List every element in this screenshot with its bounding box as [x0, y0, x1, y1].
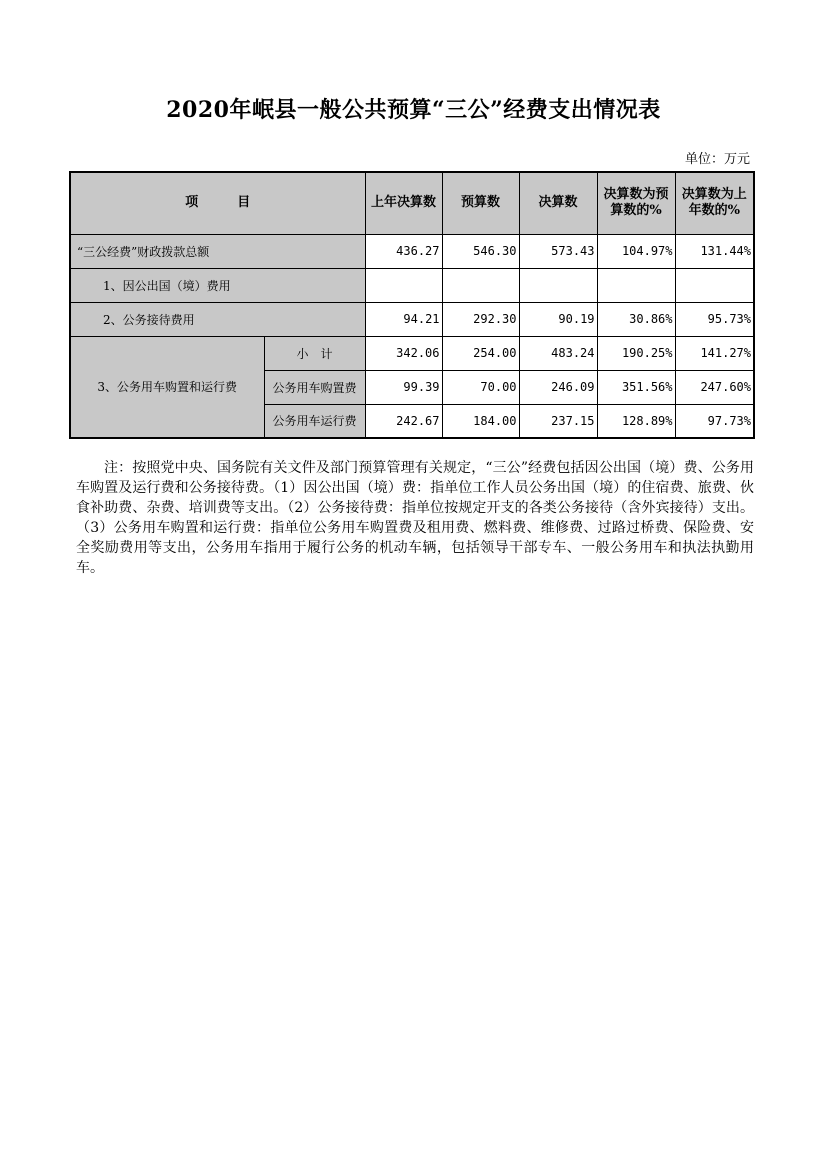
cell-abroad-budget	[442, 268, 519, 302]
unit-label: 单位：万元	[684, 152, 750, 167]
cell-abroad-final	[519, 268, 597, 302]
header-final-vs-prev: 决算数为上年数的%	[675, 172, 754, 234]
cell-operation-vs-budget: 128.89%	[597, 404, 675, 438]
cell-subtotal-prev-final: 342.06	[365, 336, 442, 370]
row-label-operation: 公务用车运行费	[264, 404, 365, 438]
header-budget: 预算数	[442, 172, 519, 234]
cell-operation-vs-prev: 97.73%	[675, 404, 754, 438]
cell-reception-budget: 292.30	[442, 302, 519, 336]
row-label-total: “三公经费”财政拨款总额	[70, 234, 365, 268]
cell-abroad-vs-budget	[597, 268, 675, 302]
table-row-abroad	[70, 268, 754, 302]
cell-purchase-vs-prev: 247.60%	[675, 370, 754, 404]
cell-subtotal-final: 483.24	[519, 336, 597, 370]
expense-table	[69, 171, 755, 439]
header-row	[70, 172, 754, 234]
header-item: 项 目	[70, 172, 365, 234]
cell-total-vs-prev: 131.44%	[675, 234, 754, 268]
header-prev-final: 上年决算数	[365, 172, 442, 234]
cell-operation-budget: 184.00	[442, 404, 519, 438]
page-title: 2020年岷县一般公共预算“三公”经费支出情况表	[166, 97, 661, 123]
footnote: 注：按照党中央、国务院有关文件及部门预算管理有关规定，“三公”经费包括因公出国（境）费、公务用车购置及运行费和公务接待费。（1）因公出国（境）费：指单位工作人员公务出国（境）的住宿费、旅费、伙食补助费、杂费、培训费等支出。（2）公务接待费：指单位按规定开支的各类公务接待（含外宾接待）支出。（3）公务用车购置和运行费：指单位公务用车购置费及租用费、燃料费、维修费、过路过桥费、保险费、安全奖励费用等支出，公务用车指用于履行公务的机动车辆，包括领导干部专车、一般公务用车和执法执勤用车。	[76, 460, 754, 576]
cell-abroad-vs-prev	[675, 268, 754, 302]
cell-reception-vs-prev: 95.73%	[675, 302, 754, 336]
cell-total-prev-final: 436.27	[365, 234, 442, 268]
table-row-reception	[70, 302, 754, 336]
cell-purchase-prev-final: 99.39	[365, 370, 442, 404]
cell-reception-prev-final: 94.21	[365, 302, 442, 336]
cell-purchase-final: 246.09	[519, 370, 597, 404]
row-label-subtotal: 小 计	[264, 336, 365, 370]
header-final-vs-budget: 决算数为预算数的%	[597, 172, 675, 234]
table-row-total	[70, 234, 754, 268]
cell-subtotal-vs-prev: 141.27%	[675, 336, 754, 370]
header-final: 决算数	[519, 172, 597, 234]
cell-purchase-budget: 70.00	[442, 370, 519, 404]
row-label-reception: 2、公务接待费用	[70, 302, 365, 336]
cell-purchase-vs-budget: 351.56%	[597, 370, 675, 404]
cell-total-vs-budget: 104.97%	[597, 234, 675, 268]
cell-reception-vs-budget: 30.86%	[597, 302, 675, 336]
cell-subtotal-vs-budget: 190.25%	[597, 336, 675, 370]
cell-total-budget: 546.30	[442, 234, 519, 268]
row-label-purchase: 公务用车购置费	[264, 370, 365, 404]
table-row-vehicle-subtotal	[70, 336, 754, 370]
cell-operation-final: 237.15	[519, 404, 597, 438]
row-label-abroad: 1、因公出国（境）费用	[70, 268, 365, 302]
row-label-vehicle: 3、公务用车购置和运行费	[70, 336, 264, 438]
cell-total-final: 573.43	[519, 234, 597, 268]
cell-operation-prev-final: 242.67	[365, 404, 442, 438]
cell-subtotal-budget: 254.00	[442, 336, 519, 370]
cell-reception-final: 90.19	[519, 302, 597, 336]
cell-abroad-prev-final	[365, 268, 442, 302]
